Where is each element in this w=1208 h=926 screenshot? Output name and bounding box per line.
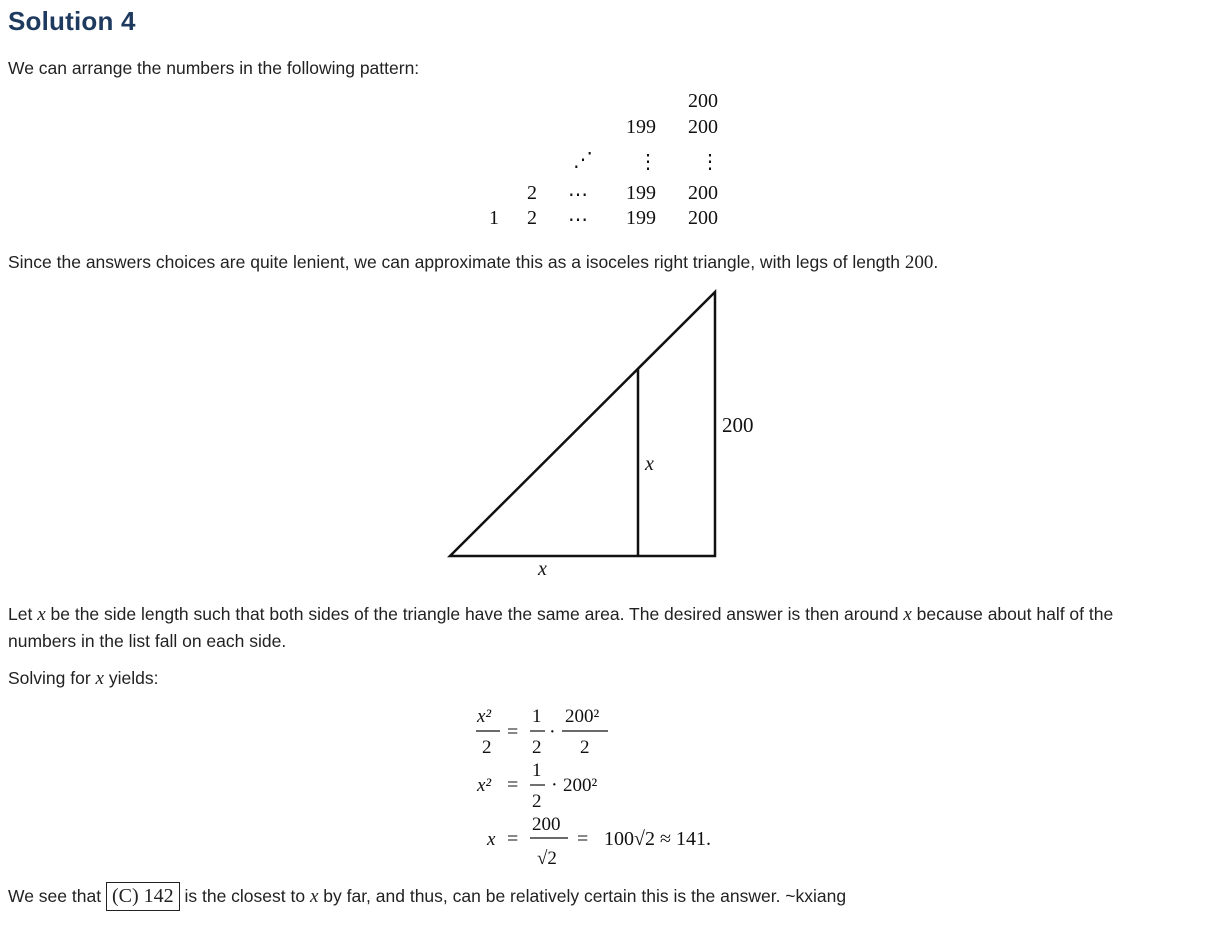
pattern-cell: ⋮ (700, 151, 720, 173)
approximation-text: Since the answers choices are quite lenient, we can approximate this as a isoceles right triangle, with legs of length 200. (8, 252, 939, 273)
intro-text: We can arrange the numbers in the following pattern: (8, 58, 420, 78)
eq2-sq: 200² (563, 775, 598, 796)
pattern-cell: 199 (626, 207, 656, 229)
eq3-den: √2 (537, 848, 557, 869)
eq2-half-den: 2 (532, 791, 542, 812)
eq2-lhs: x² (477, 775, 492, 796)
solving-text: Solving for x yields: (8, 668, 159, 689)
eq1-lhs-den: 2 (482, 737, 492, 758)
conclusion-text: We see that (C) 142 is the closest to x by far, and thus, can be relatively certain this is the answer. ~kxiang (8, 882, 846, 911)
pattern-cell: 2 (527, 182, 537, 204)
eq2-equals: = (507, 774, 519, 796)
eq3-num: 200 (532, 814, 561, 835)
eq3-lhs: x (487, 829, 496, 850)
pattern-cell: 1 (489, 207, 499, 229)
eq3-rhs: 100√2 ≈ 141. (604, 828, 711, 850)
eq1-half-den: 2 (532, 737, 542, 758)
eq1-dot: · (549, 721, 556, 743)
solution-heading: Solution 4 (8, 6, 136, 36)
pattern-cell: 200 (688, 90, 718, 112)
eq1-sq-num: 200² (565, 706, 600, 727)
eq2-half-num: 1 (532, 760, 542, 781)
pattern-cell: 199 (626, 182, 656, 204)
pattern-cell: 200 (688, 207, 718, 229)
pattern-cell: 199 (626, 116, 656, 138)
pattern-cell: ⋯ (568, 209, 588, 231)
leg-label: 200 (722, 413, 754, 437)
pattern-cell: 200 (688, 116, 718, 138)
inner-height-label: x (645, 453, 654, 475)
pattern-cell: 2 (527, 207, 537, 229)
eq1-lhs-num: x² (477, 706, 492, 727)
let-paragraph-line1: Let x be the side length such that both sides of the triangle have the same area. The desired answer is then around x because about half of the (8, 604, 1114, 625)
eq1-half-num: 1 (532, 706, 542, 727)
eq3-equals-2: = (577, 828, 589, 850)
eq3-equals: = (507, 828, 519, 850)
eq1-equals: = (507, 721, 519, 743)
pattern-cell: 200 (688, 182, 718, 204)
boxed-answer: (C) 142 (106, 882, 180, 911)
pattern-cell: ⋮ (638, 151, 658, 173)
eq2-dot: · (551, 774, 558, 796)
pattern-cell: ⋯ (568, 184, 588, 206)
pattern-cell: ⋰ (573, 149, 593, 171)
base-segment-label: x (538, 558, 547, 580)
let-paragraph-line2: numbers in the list fall on each side. (8, 631, 287, 651)
eq1-sq-den: 2 (580, 737, 590, 758)
